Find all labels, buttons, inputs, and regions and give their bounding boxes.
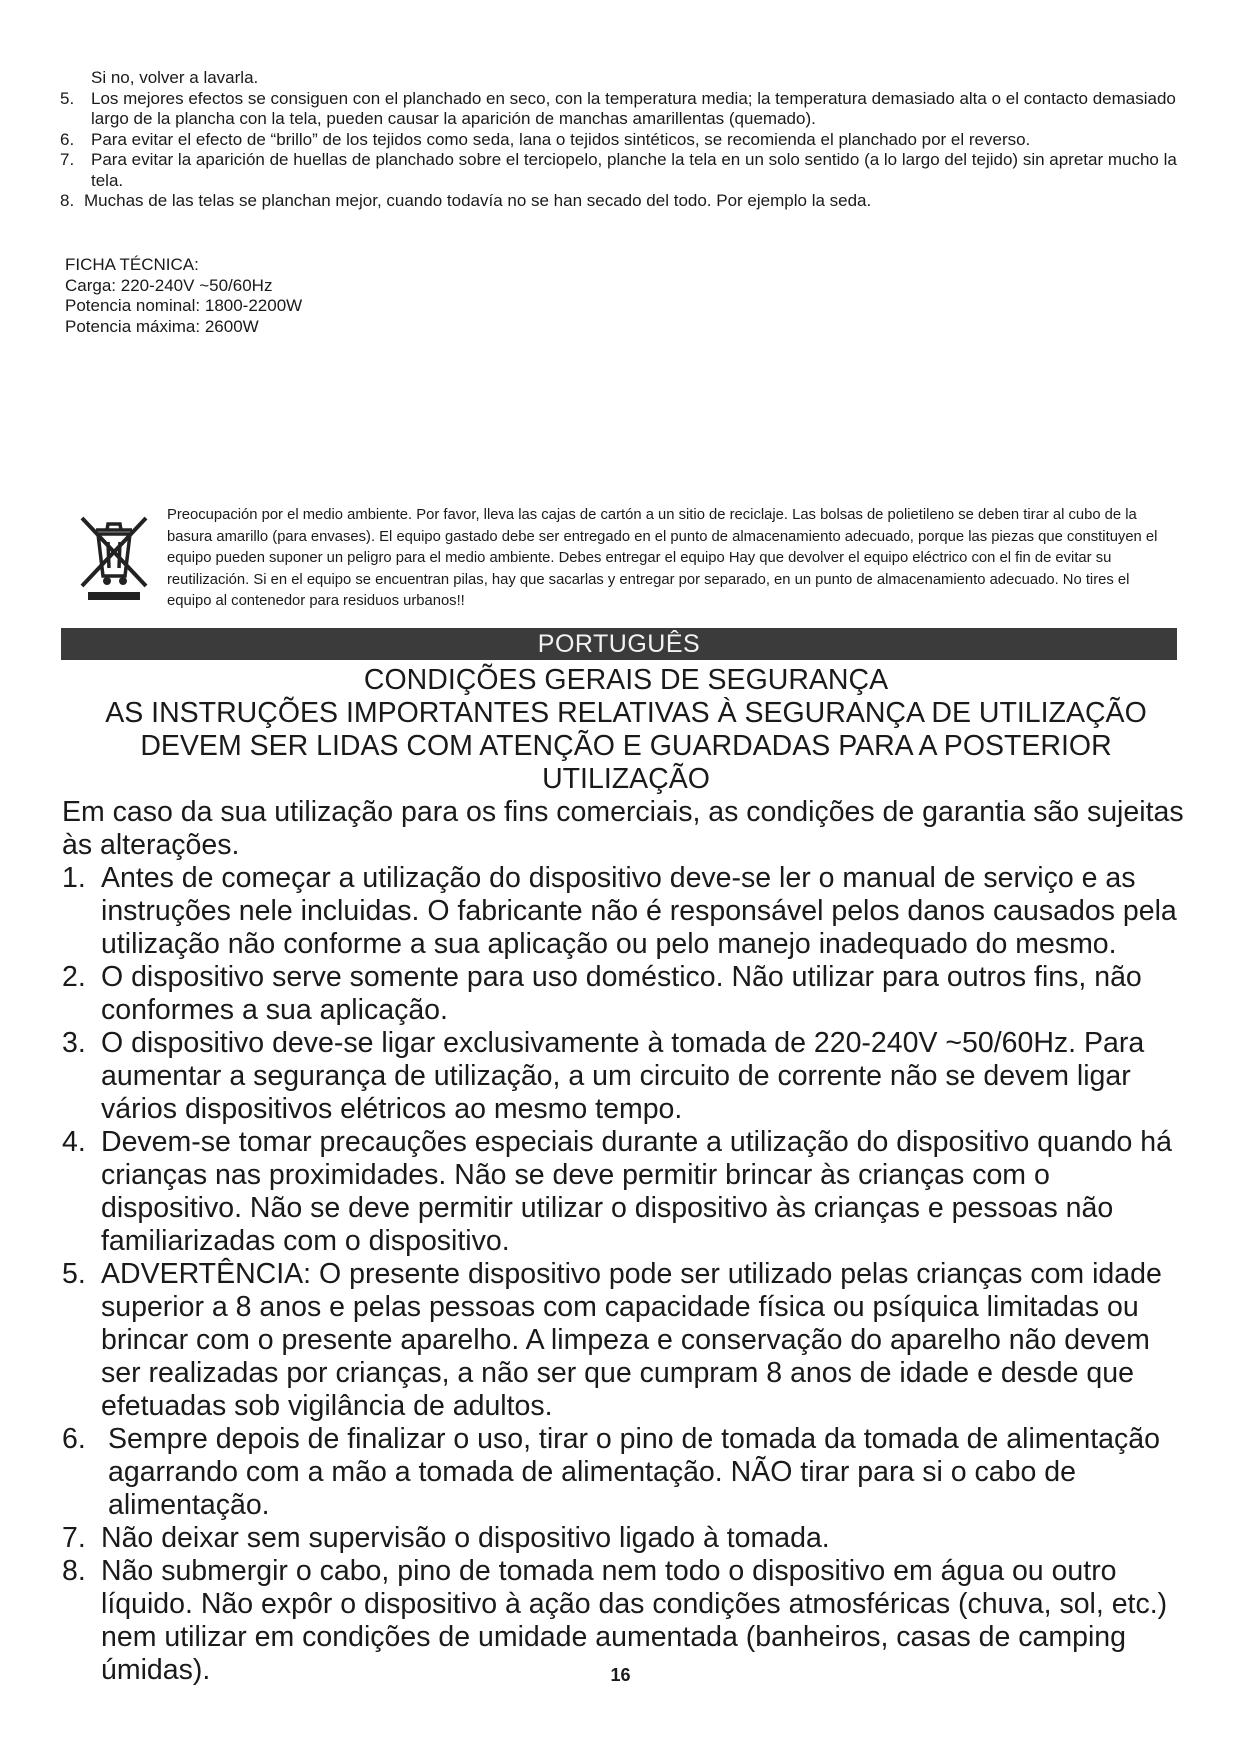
item-text: Muchas de las telas se planchan mejor, cuando todavía no se han secado del todo. Por ejemplo la seda. — [84, 191, 872, 210]
item-number: 4. — [62, 1126, 86, 1158]
item-number: 6. — [60, 129, 75, 149]
item-text: Los mejores efectos se consiguen con el planchado en seco, con la temperatura media; la temperatura demasiado alta o el contacto demasiado largo de la plancha con la tela, pueden causar la aparición de manchas amarillentas (quemado). — [91, 88, 1176, 128]
item-text: Não deixar sem supervisão o dispositivo ligado à tomada. — [101, 1522, 830, 1554]
list-item — [62, 1522, 1190, 1555]
list-item — [62, 961, 1190, 1027]
item-number: 7. — [60, 150, 75, 169]
item-number: 6. — [62, 1423, 86, 1455]
item-text: Sempre depois de finalizar o uso, tirar o pino de tomada da tomada de alimentação agarrando com a mão a tomada de alimentação. NÃO tirar para si o cabo de alimentação. — [108, 1423, 1160, 1521]
item-number: 3. — [62, 1027, 86, 1059]
item-text: ADVERTÊNCIA: O presente dispositivo pode ser utilizado pelas crianças com idade superior a 8 anos e pelas pessoas com capacidade física ou psíquica limitadas ou brincar com o presente aparelho. A limpeza e conservação do aparelho não devem ser realizadas por crianças, a não ser que cumpram 8 anos de idade e desde que efetuadas sob vigilância de adultos. — [101, 1258, 1162, 1422]
list-item — [60, 150, 1190, 191]
weee-crossed-bin-icon — [74, 510, 154, 600]
item-number: 2. — [62, 961, 86, 993]
spec-line: Potencia máxima: 2600W — [65, 316, 259, 336]
list-item — [62, 1126, 1190, 1258]
list-item — [62, 862, 1190, 961]
item-text: Para evitar la aparición de huellas de planchado sobre el terciopelo, planche la tela en un solo sentido (a lo largo del tejido) sin apretar mucho la tela. — [91, 150, 1177, 190]
item-number: 8. — [62, 1555, 86, 1587]
item-text: O dispositivo serve somente para uso doméstico. Não utilizar para outros fins, não conformes a sua aplicação. — [101, 961, 1142, 1026]
item-text: Devem-se tomar precauções especiais durante a utilização do dispositivo quando há crianças nas proximidades. Não se deve permitir brincar às crianças com o dispositivo. Não se deve permitir utilizar o dispositivo às crianças e pessoas não familiarizadas com o dispositivo. — [101, 1126, 1172, 1257]
continued-line: Si no, volver a lavarla. — [91, 68, 259, 87]
item-text: Para evitar el efecto de “brillo” de los tejidos como seda, lana o tejidos sintéticos, se recomienda el planchado por el reverso. — [91, 129, 1031, 149]
spanish-ironing-tips — [60, 68, 1190, 212]
list-item — [62, 1423, 1190, 1522]
portuguese-safety-section — [62, 664, 1190, 1687]
item-number: 8. — [60, 191, 75, 210]
item-text: Não submergir o cabo, pino de tomada nem todo o dispositivo em água ou outro líquido. Não expôr o dispositivo à ação das condições atmosféricas (chuva, sol, etc.) nem utilizar em condições de umidade aumentada (banheiros, casas de camping úmidas). — [101, 1555, 1168, 1686]
list-item — [60, 191, 1190, 212]
section-header-portugues: PORTUGUÊS — [61, 628, 1177, 660]
item-number: 5. — [62, 1258, 86, 1290]
page-number: 16 — [610, 1665, 631, 1685]
item-number: 1. — [62, 862, 86, 894]
item-number: 7. — [62, 1522, 86, 1554]
list-item — [62, 1258, 1190, 1423]
technical-sheet-title: FICHA TÉCNICA: — [65, 255, 199, 274]
spec-line: Potencia nominal: 1800-2200W — [65, 296, 303, 315]
section-subheading: AS INSTRUÇÕES IMPORTANTES RELATIVAS À SEGURANÇA DE UTILIZAÇÃO DEVEM SER LIDAS COM ATENÇÃO E GUARDADAS PARA A POSTERIOR UTILIZAÇÃO — [105, 697, 1147, 795]
item-text: Antes de começar a utilização do dispositivo deve-se ler o manual de serviço e as instruções nele incluidas. O fabricante não é responsável pelos danos causados pela utilização não conforme a sua aplicação ou pelo manejo inadequado do mesmo. — [101, 862, 1177, 960]
intro-paragraph: Em caso da sua utilização para os fins comerciais, as condições de garantia são sujeitas às alterações. — [62, 796, 1184, 861]
environment-notice: Preocupación por el medio ambiente. Por favor, lleva las cajas de cartón a un sitio de reciclaje. Las bolsas de polietileno se deben tirar al cubo de la basura amarillo (para envases). El equipo gastado debe ser entregado en el punto de almacenamiento adecuado, porque las piezas que constituyen el equipo pueden suponer un peligro para el medio ambiente. Debes entregar el equipo Hay que devolver el equipo eléctrico con el fin de evitar su reutilización. Si en el equipo se encuentran pilas, hay que sacarlas y entregar por separado, en un punto de almacenamiento adecuado. No tires el equipo al contenedor para residuos urbanos!! — [167, 507, 1158, 609]
item-number: 5. — [60, 88, 75, 108]
item-text: O dispositivo deve-se ligar exclusivamente à tomada de 220-240V ~50/60Hz. Para aumentar a segurança de utilização, a um circuito de corrente não se devem ligar vários dispositivos elétricos ao mesmo tempo. — [101, 1027, 1145, 1125]
list-item — [62, 1027, 1190, 1126]
list-item — [60, 130, 1190, 151]
spec-line: Carga: 220-240V ~50/60Hz — [65, 275, 273, 295]
list-item — [60, 89, 1190, 130]
section-heading: CONDIÇÕES GERAIS DE SEGURANÇA — [363, 664, 889, 696]
technical-sheet — [65, 255, 302, 337]
